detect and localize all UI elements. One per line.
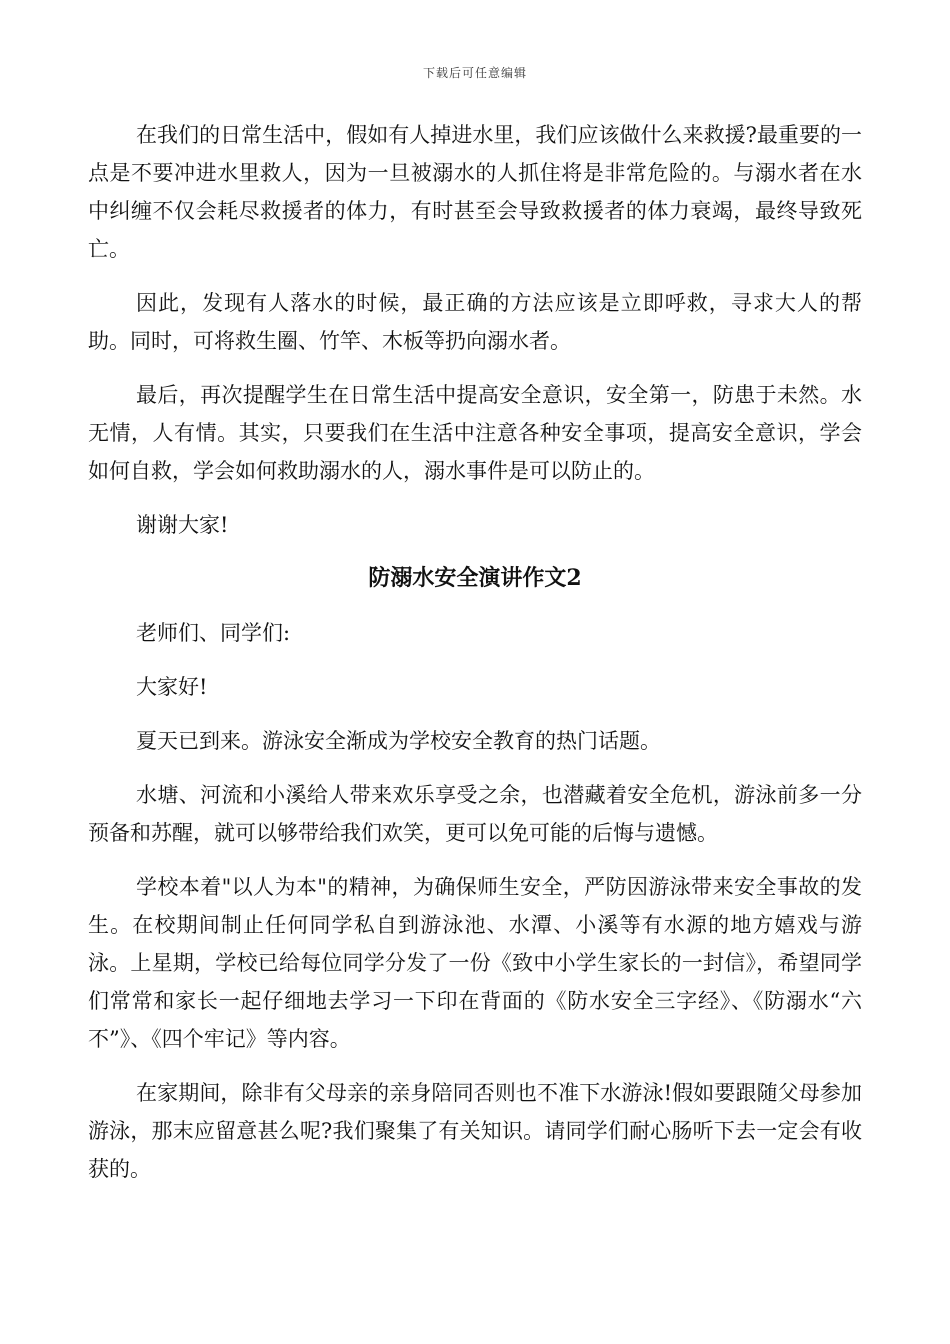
- page-header: 下载后可任意编辑: [422, 66, 527, 80]
- paragraph-safety-reminder: 最后，再次提醒学生在日常生活中提高安全意识，安全第一，防患于未然。水无情，人有情。其实，只要我们在生活中注意各种安全事项，提高安全意识，学会如何自救，学会如何救助溺水的人，溺水事件是可以防止的。: [88, 383, 862, 483]
- document-body: [88, 116, 862, 1188]
- section-title: 防溺水安全演讲作文2: [368, 565, 582, 591]
- paragraph-water-risks: 水塘、河流和小溪给人带来欢乐享受之余，也潜藏着安全危机，游泳前多一分预备和苏醒，就可以够带给我们欢笑，更可以免可能的后悔与遗憾。: [88, 783, 862, 845]
- paragraph-summer-intro: 夏天已到来。游泳安全渐成为学校安全教育的热门话题。: [136, 729, 661, 753]
- paragraph-home-swimming: 在家期间，除非有父母亲的亲身陪同否则也不准下水游泳!假如要跟随父母参加游泳，那末应留意甚么呢?我们聚集了有关知识。请同学们耐心肠听下去一定会有收获的。: [88, 1081, 862, 1181]
- paragraph-school-policy: 学校本着"以人为本"的精神，为确保师生安全，严防因游泳带来安全事故的发生。在校期间制止任何同学私自到游泳池、水潭、小溪等有水源的地方嬉戏与游泳。上星期，学校已给每位同学分发了一份《致中小学生家长的一封信》，希望同学们常常和家长一起仔细地去学习一下印在背面的《防水安全三字经》、《防溺水“六不”》、《四个牢记》等内容。: [88, 875, 862, 1051]
- paragraph-thanks: 谢谢大家!: [136, 513, 229, 537]
- paragraph-salutation: 老师们、同学们:: [136, 621, 291, 645]
- paragraph-call-for-help: 因此，发现有人落水的时候，最正确的方法应该是立即呼救，寻求大人的帮助。同时，可将救生圈、竹竿、木板等扔向溺水者。: [88, 291, 862, 353]
- paragraph-greeting: 大家好!: [136, 675, 208, 699]
- paragraph-rescue-advice: 在我们的日常生活中，假如有人掉进水里，我们应该做什么来救援?最重要的一点是不要冲进水里救人，因为一旦被溺水的人抓住将是非常危险的。与溺水者在水中纠缠不仅会耗尽救援者的体力，有时甚至会导致救援者的体力衰竭，最终导致死亡。: [88, 123, 862, 261]
